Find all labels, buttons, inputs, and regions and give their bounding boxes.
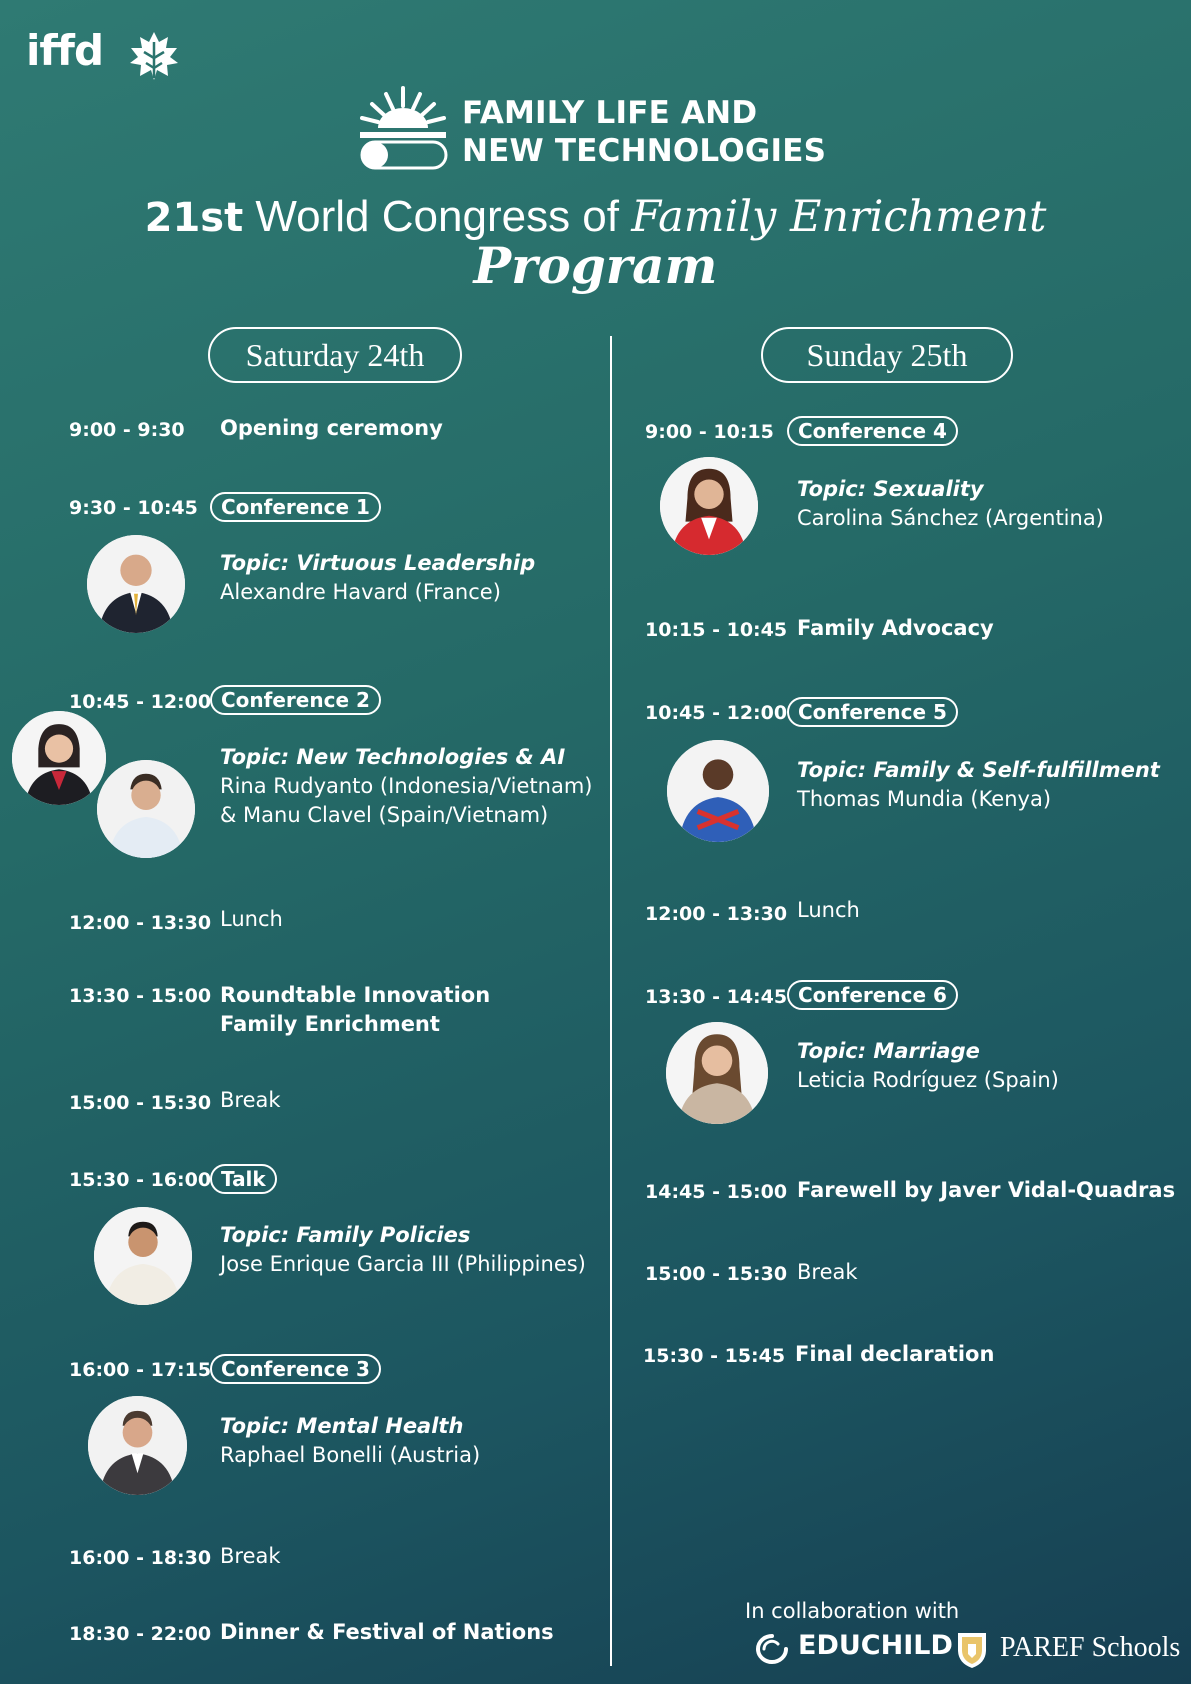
shield-icon bbox=[956, 1630, 988, 1670]
sun-conf5-topic: Topic: Family & Self-fulfillment bbox=[797, 758, 1160, 782]
iffd-logo: iffd bbox=[26, 26, 104, 75]
sat-break1-label: Break bbox=[220, 1088, 281, 1112]
sat-talk-time: 15:30 - 16:00 bbox=[69, 1169, 212, 1191]
sat-conf1-topic: Topic: Virtuous Leadership bbox=[220, 551, 536, 575]
sun-final-label: Final declaration bbox=[795, 1342, 995, 1366]
sat-conf3-time: 16:00 - 17:15 bbox=[69, 1359, 212, 1381]
sat-conf2-pill: Conference 2 bbox=[210, 685, 381, 715]
sun-conf5-pill: Conference 5 bbox=[787, 697, 958, 727]
sat-talk-topic: Topic: Family Policies bbox=[220, 1223, 471, 1247]
speaker-avatar-bonelli bbox=[88, 1396, 187, 1495]
column-divider bbox=[610, 336, 612, 1666]
sun-break-time: 15:00 - 15:30 bbox=[645, 1263, 788, 1285]
sun-conf6-topic: Topic: Marriage bbox=[797, 1039, 980, 1063]
sat-roundtable-line2: Family Enrichment bbox=[220, 1012, 440, 1036]
sun-conf6-pill: Conference 6 bbox=[787, 980, 958, 1010]
day-pill-saturday: Saturday 24th bbox=[208, 327, 462, 383]
sat-roundtable-time: 13:30 - 15:00 bbox=[69, 985, 212, 1007]
sat-lunch-time: 12:00 - 13:30 bbox=[69, 912, 212, 934]
sun-final-time: 15:30 - 15:45 bbox=[643, 1345, 786, 1367]
speaker-avatar-sanchez bbox=[660, 457, 758, 555]
sat-dinner-label: Dinner & Festival of Nations bbox=[220, 1620, 554, 1644]
sat-conf2-topic: Topic: New Technologies & AI bbox=[220, 745, 566, 769]
sat-conf1-speaker: Alexandre Havard (France) bbox=[220, 580, 501, 604]
sun-conf6-time: 13:30 - 14:45 bbox=[645, 986, 788, 1008]
sat-conf3-pill: Conference 3 bbox=[210, 1354, 381, 1384]
theme-line-2: NEW TECHNOLOGIES bbox=[462, 133, 827, 169]
leaf-icon bbox=[126, 28, 182, 84]
sun-conf4-time: 9:00 - 10:15 bbox=[645, 421, 774, 443]
paref-schools-logo: PAREF Schools bbox=[1000, 1632, 1181, 1663]
collaboration-label: In collaboration with bbox=[745, 1599, 960, 1623]
sat-conf1-pill: Conference 1 bbox=[210, 492, 381, 522]
sunrise-toggle-icon bbox=[356, 84, 450, 170]
sun-advocacy-label: Family Advocacy bbox=[797, 616, 994, 640]
sat-conf3-topic: Topic: Mental Health bbox=[220, 1414, 464, 1438]
sun-conf4-topic: Topic: Sexuality bbox=[797, 477, 984, 501]
sat-talk-pill: Talk bbox=[210, 1164, 277, 1194]
speaker-avatar-rudyanto bbox=[12, 711, 106, 805]
sun-farewell-label: Farewell by Javer Vidal-Quadras bbox=[797, 1178, 1176, 1202]
sun-conf5-speaker: Thomas Mundia (Kenya) bbox=[797, 787, 1052, 811]
sat-opening-time: 9:00 - 9:30 bbox=[69, 419, 185, 441]
sat-break2-label: Break bbox=[220, 1544, 281, 1568]
sat-opening-label: Opening ceremony bbox=[220, 416, 443, 440]
speaker-avatar-rodriguez bbox=[666, 1022, 768, 1124]
sat-conf2-speaker1: Rina Rudyanto (Indonesia/Vietnam) bbox=[220, 774, 593, 798]
speaker-avatar-havard bbox=[87, 535, 185, 633]
program-heading: Program bbox=[473, 236, 718, 295]
educhild-logo: EDUCHILD bbox=[798, 1630, 953, 1661]
congress-italic: Family Enrichment bbox=[631, 192, 1047, 242]
congress-middle: World Congress of bbox=[243, 192, 632, 241]
sun-lunch-label: Lunch bbox=[797, 898, 860, 922]
sat-conf2-time: 10:45 - 12:00 bbox=[69, 691, 212, 713]
sun-lunch-time: 12:00 - 13:30 bbox=[645, 903, 788, 925]
sat-talk-speaker: Jose Enrique Garcia III (Philippines) bbox=[220, 1252, 586, 1276]
sun-conf4-speaker: Carolina Sánchez (Argentina) bbox=[797, 506, 1104, 530]
theme-title bbox=[462, 94, 826, 170]
sun-farewell-time: 14:45 - 15:00 bbox=[645, 1181, 788, 1203]
ring-icon bbox=[752, 1632, 792, 1666]
sat-lunch-label: Lunch bbox=[220, 907, 283, 931]
congress-ordinal: 21st bbox=[144, 195, 244, 241]
speaker-avatar-garcia bbox=[94, 1207, 192, 1305]
sat-conf1-time: 9:30 - 10:45 bbox=[69, 497, 198, 519]
sun-conf5-time: 10:45 - 12:00 bbox=[645, 702, 788, 724]
speaker-avatar-clavel bbox=[97, 760, 195, 858]
sun-conf4-pill: Conference 4 bbox=[787, 416, 958, 446]
speaker-avatar-mundia bbox=[667, 740, 769, 842]
sun-break-label: Break bbox=[797, 1260, 858, 1284]
sat-conf3-speaker: Raphael Bonelli (Austria) bbox=[220, 1443, 481, 1467]
theme-line-1: FAMILY LIFE AND bbox=[462, 95, 758, 131]
sat-break2-time: 16:00 - 18:30 bbox=[69, 1547, 212, 1569]
day-pill-sunday: Sunday 25th bbox=[761, 327, 1013, 383]
sat-conf2-speaker2: & Manu Clavel (Spain/Vietnam) bbox=[220, 803, 549, 827]
sun-conf6-speaker: Leticia Rodríguez (Spain) bbox=[797, 1068, 1059, 1092]
sat-dinner-time: 18:30 - 22:00 bbox=[69, 1623, 212, 1645]
sat-break1-time: 15:00 - 15:30 bbox=[69, 1092, 212, 1114]
sun-advocacy-time: 10:15 - 10:45 bbox=[645, 619, 788, 641]
sat-roundtable-line1: Roundtable Innovation bbox=[220, 983, 491, 1007]
